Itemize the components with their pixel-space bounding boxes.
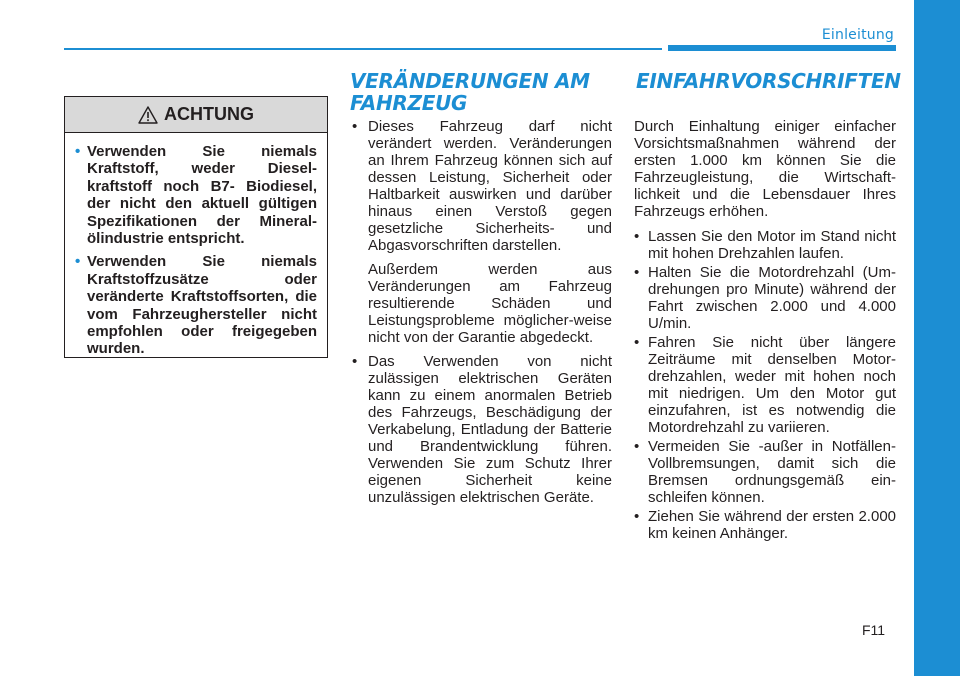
list-item: • Ziehen Sie während der ersten 2.000 km keinen Anhänger. xyxy=(634,508,896,542)
bullet-dot-icon: • xyxy=(634,438,640,455)
modifications-section xyxy=(352,118,612,513)
warning-list xyxy=(65,133,327,358)
warning-box xyxy=(64,96,328,358)
page-number: F11 xyxy=(862,622,886,638)
list-item: • Vermeiden Sie -außer in Notfällen- Vollbremsungen, damit sich die Bremsen ordnungsgemäß ein-schleifen können. xyxy=(634,438,896,506)
bullet-dot-icon: • xyxy=(634,508,640,525)
list-item: • Halten Sie die Motordrehzahl (Um-drehungen pro Minute) während der Fahrt zwischen 2.000 und 4.000 U/min. xyxy=(634,264,896,332)
break-in-heading: EINFAHRVORSCHRIFTEN xyxy=(636,69,901,93)
list-item: • Fahren Sie nicht über längere Zeiträume mit denselben Motor-drehzahlen, weder mit hohen noch mit niedrigen. Um den Motor gut einzufahren, ist es notwendig die Motordrehzahl zu variieren. xyxy=(634,334,896,436)
warning-header xyxy=(65,97,327,133)
bullet-dot-icon: • xyxy=(75,143,81,160)
warning-triangle-icon xyxy=(138,106,158,124)
bullet-dot-icon: • xyxy=(634,334,640,351)
bullet-dot-icon: • xyxy=(75,253,81,271)
warning-item: • Verwenden Sie niemals Kraftstoff, weder Diesel-kraftstoff noch B7- Biodiesel, der nicht den aktuell gültigen Spezifikationen der Mineral-ölindustrie entspricht. xyxy=(75,143,317,248)
header-rule xyxy=(64,48,662,50)
bullet-dot-icon: • xyxy=(634,228,640,245)
break-in-intro: Durch Einhaltung einiger einfacher Vorsichtsmaßnahmen während der ersten 1.000 km können Sie die Fahrzeugleistung, die Wirtschaft-lichkeit und die Lebensdauer Ihres Fahrzeugs erhöhen. xyxy=(634,118,896,220)
list-item: • Dieses Fahrzeug darf nicht verändert werden. Veränderungen an Ihrem Fahrzeug können sich auf dessen Leistung, Sicherheit oder Haltbarkeit auswirken und darüber hinaus einen Verstoß gegen gesetzliche Sicherheits- und Abgasvorschriften darstellen. xyxy=(352,118,612,254)
list-item: • Lassen Sie den Motor im Stand nicht mit hohen Drehzahlen laufen. xyxy=(634,228,896,262)
bullet-dot-icon: • xyxy=(634,264,640,281)
warning-item: • Verwenden Sie niemals Kraftstoffzusätze oder veränderte Kraftstoffsorten, die vom Fahrzeughersteller nicht empfohlen oder freigegeben wurden. xyxy=(75,253,317,358)
break-in-section xyxy=(634,118,896,544)
bullet-dot-icon: • xyxy=(352,353,358,370)
header-rule-accent xyxy=(668,45,896,51)
warning-title: ACHTUNG xyxy=(164,104,254,124)
list-item: • Das Verwenden von nicht zulässigen elektrischen Geräten kann zu einem anormalen Betrieb des Fahrzeugs, Beschädigung der Verkabelung, Entladung der Batterie und Brandentwicklung führen. Verwenden Sie zum Schutz Ihrer eigenen Sicherheit keine unzulässigen elektrischen Geräte. xyxy=(352,353,612,506)
chapter-sidebar-tab xyxy=(914,0,960,676)
modifications-heading: VERÄNDERUNGEN AM FAHRZEUG xyxy=(350,69,590,115)
section-title: Einleitung xyxy=(821,27,894,43)
list-item-continuation: Außerdem werden aus Veränderungen am Fahrzeug resultierende Schäden und Leistungsprobleme möglicher-weise nicht von der Garantie abgedeckt. xyxy=(368,261,612,346)
bullet-dot-icon: • xyxy=(352,118,358,135)
